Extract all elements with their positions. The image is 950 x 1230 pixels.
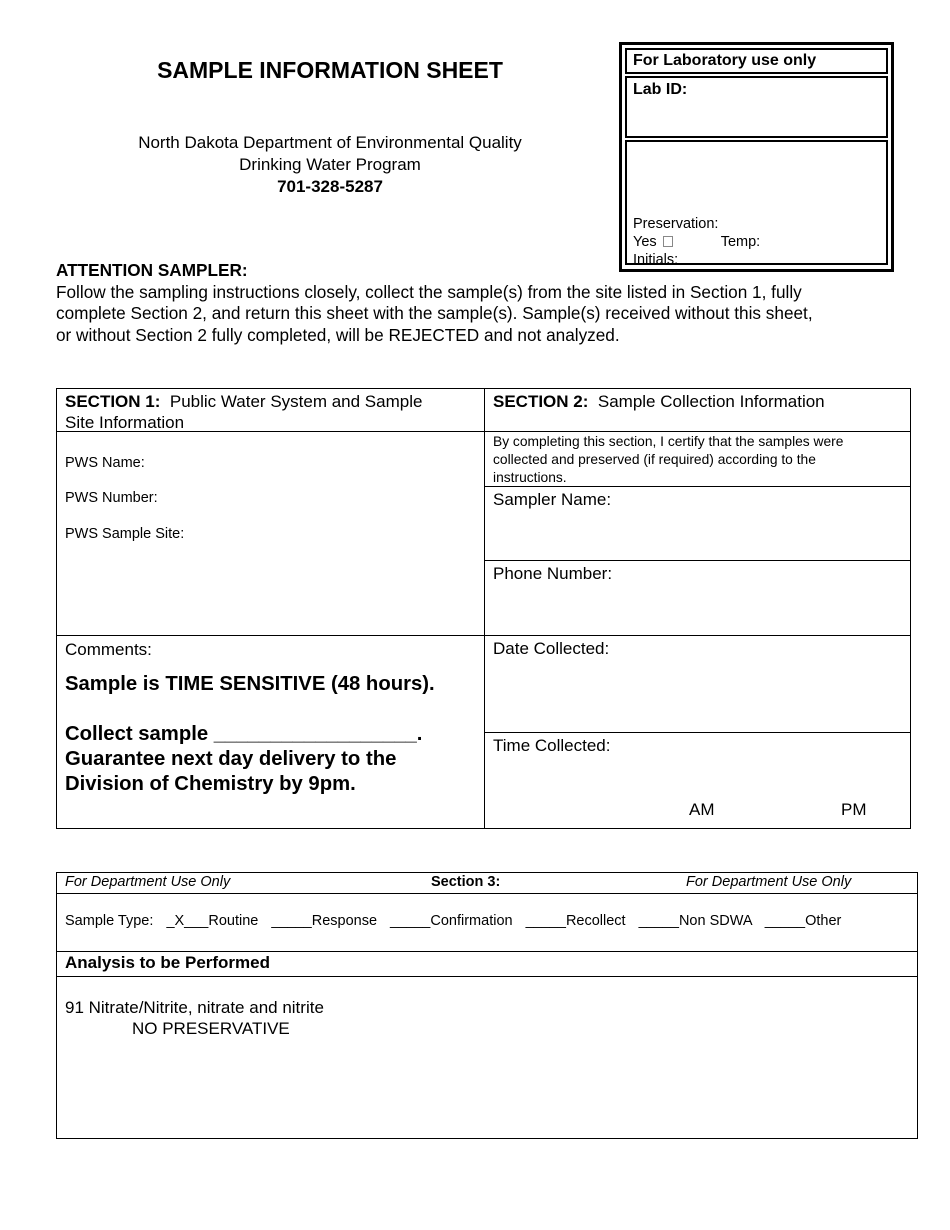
attention-block	[56, 260, 896, 346]
agency-name: North Dakota Department of Environmental Quality	[138, 133, 522, 152]
pws-sample-site-label: PWS Sample Site:	[65, 526, 185, 542]
certify-line: By completing this section, I certify that the samples were	[493, 434, 844, 449]
collect-line: Guarantee next day delivery to the	[65, 748, 397, 770]
page-title: SAMPLE INFORMATION SHEET	[157, 57, 503, 83]
sample-type-response[interactable]	[271, 913, 377, 929]
date-collected-label: Date Collected:	[493, 639, 610, 658]
phone-number-label: Phone Number:	[493, 564, 613, 583]
collect-line: Collect sample __________________.	[65, 723, 423, 745]
attention-heading: ATTENTION SAMPLER:	[56, 260, 248, 280]
type-label: Other	[805, 913, 842, 929]
row-divider	[57, 893, 917, 894]
certification-text	[493, 433, 908, 487]
section3-table	[56, 872, 918, 1139]
pws-number-label: PWS Number:	[65, 490, 158, 506]
type-mark: _____	[271, 913, 312, 929]
type-mark: _____	[525, 913, 566, 929]
analysis-item: 91 Nitrate/Nitrite, nitrate and nitrite	[65, 998, 324, 1017]
program-name: Drinking Water Program	[239, 155, 421, 174]
preservation-label: Preservation:	[633, 216, 719, 232]
temp-label: Temp:	[720, 234, 761, 250]
lab-use-box	[619, 42, 894, 272]
yes-label: Yes	[633, 234, 657, 250]
row-divider	[484, 635, 910, 636]
phone-number-field[interactable]	[493, 563, 612, 584]
preservation-field[interactable]	[625, 140, 888, 268]
dept-use-left: For Department Use Only	[65, 874, 231, 890]
attention-line: Follow the sampling instructions closely, collect the sample(s) from the site listed in Section 1, fully	[56, 281, 802, 302]
row-divider	[484, 732, 910, 733]
preservative-note: NO PRESERVATIVE	[132, 1019, 290, 1038]
time-collected-label: Time Collected:	[493, 736, 611, 755]
pws-name-label: PWS Name:	[65, 455, 145, 471]
attention-line: or without Section 2 fully completed, will be REJECTED and not analyzed.	[56, 324, 620, 345]
time-collected-field[interactable]	[493, 735, 610, 756]
attention-line: complete Section 2, and return this sheet with the sample(s). Sample(s) received without this sheet,	[56, 303, 813, 323]
row-divider	[57, 976, 917, 977]
type-mark: _X___	[166, 913, 209, 929]
collect-instructions	[65, 722, 480, 797]
section2-label: SECTION 2:	[493, 392, 589, 411]
row-divider	[484, 431, 910, 432]
analysis-heading: Analysis to be Performed	[65, 953, 271, 972]
sample-type-confirmation[interactable]	[390, 913, 513, 929]
sampler-name-field[interactable]	[493, 489, 611, 510]
sample-type-recollect[interactable]	[526, 913, 626, 929]
column-divider	[484, 389, 485, 828]
row-divider	[57, 635, 484, 636]
type-label: Routine	[208, 913, 259, 929]
section2-title: Sample Collection Information	[597, 392, 825, 411]
section1-header	[65, 391, 475, 433]
type-label: Non SDWA	[678, 913, 752, 929]
certify-line: instructions.	[493, 470, 567, 485]
sample-type-other[interactable]	[765, 913, 842, 929]
section2-header	[493, 391, 825, 412]
sample-type-row	[65, 913, 841, 929]
sections-1-2-table	[56, 388, 911, 829]
collect-line: Division of Chemistry by 9pm.	[65, 773, 356, 795]
sample-type-non-sdwa[interactable]	[639, 913, 752, 929]
type-label: Response	[311, 913, 378, 929]
yes-checkbox[interactable]	[663, 236, 673, 247]
type-mark: _____	[638, 913, 679, 929]
sample-type-label: Sample Type:	[65, 913, 154, 929]
sample-type-routine[interactable]	[166, 913, 258, 929]
certify-line: collected and preserved (if required) according to the	[493, 452, 816, 467]
dept-use-right: For Department Use Only	[686, 874, 852, 890]
agency-phone: 701-328-5287	[277, 177, 383, 196]
type-label: Recollect	[565, 913, 626, 929]
section1-label: SECTION 1:	[65, 392, 161, 411]
section1-title: Public Water System and Sample	[169, 392, 423, 411]
agency-block	[56, 132, 604, 198]
am-option[interactable]: AM	[689, 800, 715, 819]
sampler-name-label: Sampler Name:	[493, 490, 612, 509]
initials-label: Initials:	[633, 252, 679, 268]
type-mark: _____	[390, 913, 431, 929]
section1-title-cont: Site Information	[65, 413, 185, 432]
pm-option[interactable]: PM	[841, 800, 867, 819]
time-sensitive-note: Sample is TIME SENSITIVE (48 hours).	[65, 673, 435, 695]
type-label: Confirmation	[430, 913, 513, 929]
comments-label: Comments:	[65, 640, 152, 659]
lab-use-heading: For Laboratory use only	[625, 48, 888, 74]
type-mark: _____	[764, 913, 806, 929]
lab-id-field[interactable]	[625, 76, 888, 138]
section3-label: Section 3:	[431, 874, 501, 890]
row-divider	[484, 560, 910, 561]
date-collected-field[interactable]	[493, 638, 609, 659]
lab-id-label: Lab ID:	[633, 81, 688, 98]
